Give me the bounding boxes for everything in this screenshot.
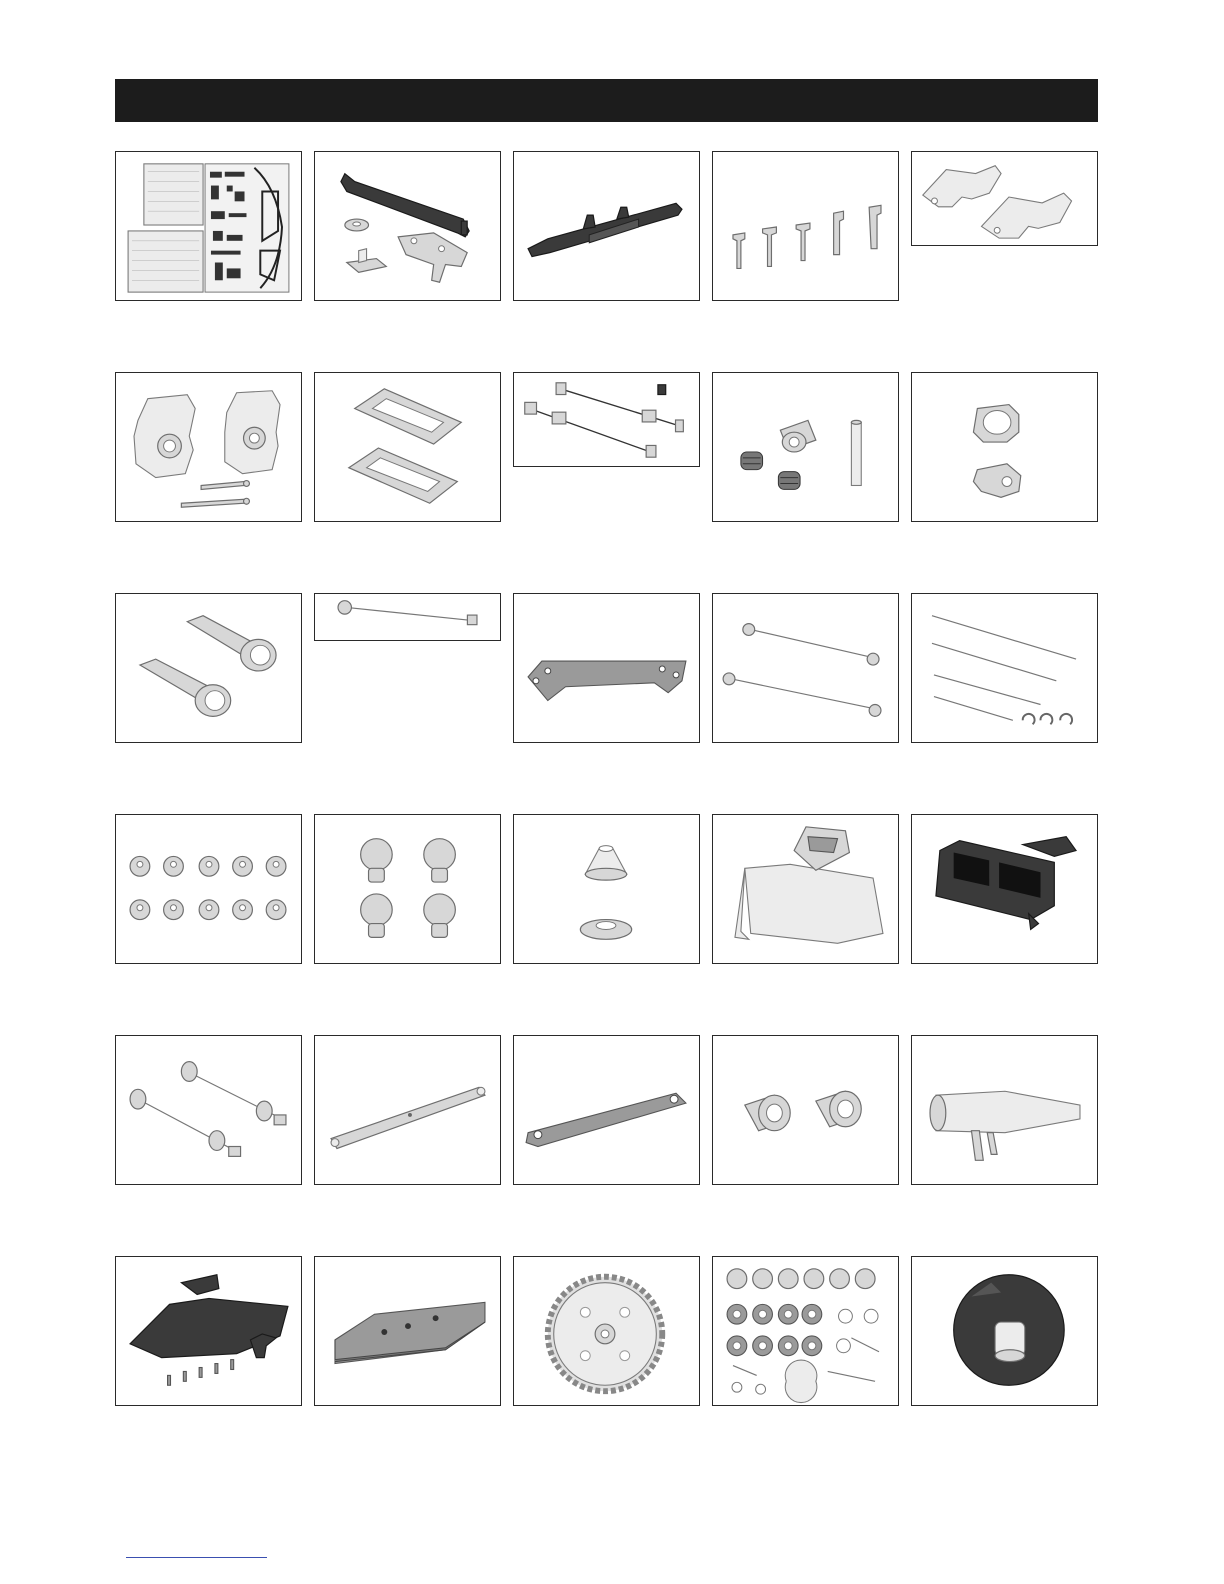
part-panel-drive-shaft-pair[interactable] xyxy=(513,372,700,467)
battery-holder-icon xyxy=(912,815,1097,963)
front-body-mount-icon xyxy=(514,152,699,300)
dogbone-pair-icon xyxy=(713,594,898,742)
part-panel-exhaust-pipe[interactable] xyxy=(911,1035,1098,1185)
part-panel-foam-bumper[interactable] xyxy=(314,1256,501,1406)
part-panel-body-post-set[interactable] xyxy=(712,151,899,301)
clutch-bell-housing-icon xyxy=(912,1257,1097,1405)
part-panel-spacer-cone[interactable] xyxy=(513,814,700,964)
outdrive-icon xyxy=(116,594,301,742)
part-panel-outdrive[interactable] xyxy=(115,593,302,743)
header-bar xyxy=(115,79,1098,122)
bumper-set-icon xyxy=(116,1257,301,1405)
part-panel-air-filter-box[interactable] xyxy=(712,814,899,964)
center-drive-shaft-icon xyxy=(315,594,500,640)
part-panel-bumper-set[interactable] xyxy=(115,1256,302,1406)
joint-cup-set-icon xyxy=(713,373,898,521)
part-panel-body-post-mount[interactable] xyxy=(314,151,501,301)
gasket-frame-icon xyxy=(315,373,500,521)
part-panel-drive-cup[interactable] xyxy=(911,372,1098,522)
exhaust-pipe-icon xyxy=(912,1036,1097,1184)
foam-bumper-icon xyxy=(315,1257,500,1405)
gearbox-housing-icon xyxy=(116,373,301,521)
suspension-arm-icon xyxy=(912,152,1097,245)
axle-pair-icon xyxy=(116,1036,301,1184)
body-post-mount-icon xyxy=(315,152,500,300)
part-panel-suspension-arm[interactable] xyxy=(911,151,1098,246)
steering-link-icon xyxy=(315,1036,500,1184)
shock-tower-plate-icon xyxy=(514,594,699,742)
part-panel-clutch-bell-housing[interactable] xyxy=(911,1256,1098,1406)
bearing-pair-icon xyxy=(713,1036,898,1184)
servo-saver-link-icon xyxy=(514,1036,699,1184)
part-panel-flange-nut-set[interactable] xyxy=(115,814,302,964)
part-panel-steering-link[interactable] xyxy=(314,1035,501,1185)
part-panel-shock-tower-plate[interactable] xyxy=(513,593,700,743)
drive-cup-icon xyxy=(912,373,1097,521)
spacer-cone-icon xyxy=(514,815,699,963)
part-panel-center-drive-shaft[interactable] xyxy=(314,593,501,641)
part-panel-differential-gear-set[interactable] xyxy=(712,1256,899,1406)
part-panel-dogbone-pair[interactable] xyxy=(712,593,899,743)
flange-nut-set-icon xyxy=(116,815,301,963)
part-panel-front-body-mount[interactable] xyxy=(513,151,700,301)
part-panel-joint-cup-set[interactable] xyxy=(712,372,899,522)
part-panel-gasket-frame[interactable] xyxy=(314,372,501,522)
part-panel-gearbox-housing[interactable] xyxy=(115,372,302,522)
footer-link-underline[interactable] xyxy=(126,1557,267,1558)
body-post-set-icon xyxy=(713,152,898,300)
part-panel-decal-sheet[interactable] xyxy=(115,151,302,301)
part-panel-battery-holder[interactable] xyxy=(911,814,1098,964)
pivot-ball-set-icon xyxy=(315,815,500,963)
part-panel-axle-pair[interactable] xyxy=(115,1035,302,1185)
part-panel-spur-gear[interactable] xyxy=(513,1256,700,1406)
part-panel-bearing-pair[interactable] xyxy=(712,1035,899,1185)
air-filter-box-icon xyxy=(713,815,898,963)
part-panel-pivot-ball-set[interactable] xyxy=(314,814,501,964)
hinge-pin-set-icon xyxy=(912,594,1097,742)
part-panel-hinge-pin-set[interactable] xyxy=(911,593,1098,743)
spur-gear-icon xyxy=(514,1257,699,1405)
differential-gear-set-icon xyxy=(713,1257,898,1405)
drive-shaft-pair-icon xyxy=(514,373,699,466)
decal-sheet-icon xyxy=(116,152,301,300)
part-panel-servo-saver-link[interactable] xyxy=(513,1035,700,1185)
